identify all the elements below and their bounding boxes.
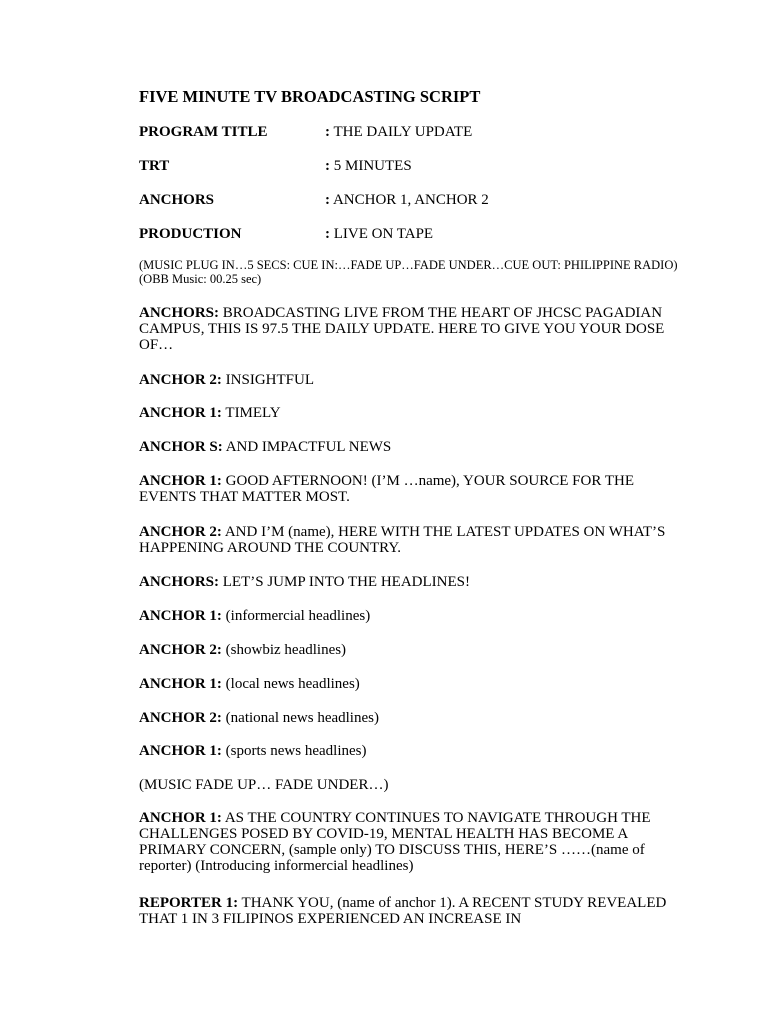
music-cue-note: (MUSIC PLUG IN…5 SECS: CUE IN:…FADE UP…FADE UNDER…CUE OUT: PHILIPPINE RADIO) (OBB Music: 00.25 sec) <box>139 258 678 286</box>
line-text: LET’S JUMP INTO THE HEADLINES! <box>219 574 470 590</box>
script-line <box>139 405 684 421</box>
script-line <box>139 608 684 624</box>
meta-value: ANCHOR 1, ANCHOR 2 <box>332 192 489 208</box>
speaker-label: ANCHOR 1: <box>139 743 222 759</box>
line-text: INSIGHTFUL <box>221 372 315 388</box>
speaker-label: REPORTER 1: <box>139 895 239 911</box>
meta-value: 5 MINUTES <box>333 158 412 174</box>
meta-label: ANCHORS <box>139 192 215 208</box>
line-text: AS THE COUNTRY CONTINUES TO NAVIGATE THROUGH THE CHALLENGES POSED BY COVID-19, MENTAL HEALTH HAS BECOME A PRIMARY CONCERN, (sample only) TO DISCUSS THIS, HERE’S ……(name of reporter) (Introducing informercial headlines) <box>139 810 651 874</box>
line-text: THANK YOU, (name of anchor 1). A RECENT STUDY REVEALED THAT 1 IN 3 FILIPINOS EXPERIENCED AN INCREASE IN <box>139 895 667 927</box>
meta-label: PRODUCTION <box>139 226 242 242</box>
line-text: (national news headlines) <box>221 710 379 726</box>
line-text: (informercial headlines) <box>221 608 371 624</box>
meta-program-title: PROGRAM TITLE : THE DAILY UPDATE <box>139 124 473 140</box>
speaker-label: ANCHOR 1: <box>139 676 222 692</box>
meta-value: LIVE ON TAPE <box>333 226 434 242</box>
meta-value: THE DAILY UPDATE <box>333 124 473 140</box>
speaker-label: ANCHOR 2: <box>139 642 222 658</box>
script-line <box>139 676 684 692</box>
speaker-label: ANCHOR 2: <box>139 524 222 540</box>
meta-label: PROGRAM TITLE <box>139 124 268 140</box>
meta-production: PRODUCTION : LIVE ON TAPE <box>139 226 434 242</box>
script-line <box>139 710 684 726</box>
line-text: GOOD AFTERNOON! (I’M …name), YOUR SOURCE FOR THE EVENTS THAT MATTER MOST. <box>139 473 634 505</box>
speaker-label: ANCHORS: <box>139 574 220 590</box>
meta-label: TRT <box>139 158 170 174</box>
line-text: TIMELY <box>221 405 281 421</box>
line-text: (sports news headlines) <box>221 743 367 759</box>
speaker-label: ANCHOR 1: <box>139 473 222 489</box>
script-line <box>139 810 684 874</box>
script-line <box>139 743 684 759</box>
script-line <box>139 439 684 455</box>
line-text: (MUSIC FADE UP… FADE UNDER…) <box>139 777 389 793</box>
script-line <box>139 524 684 556</box>
script-line <box>139 574 684 590</box>
line-text: BROADCASTING LIVE FROM THE HEART OF JHCSC PAGADIAN CAMPUS, THIS IS 97.5 THE DAILY UPDATE. HERE TO GIVE YOU YOUR DOSE OF… <box>139 305 665 353</box>
meta-trt: TRT : 5 MINUTES <box>139 158 412 174</box>
speaker-label: ANCHOR 1: <box>139 810 222 826</box>
speaker-label: ANCHOR 1: <box>139 608 222 624</box>
speaker-label: ANCHORS: <box>139 305 220 321</box>
speaker-label: ANCHOR 1: <box>139 405 222 421</box>
script-line <box>139 305 684 353</box>
line-text: AND I’M (name), HERE WITH THE LATEST UPDATES ON WHAT’S HAPPENING AROUND THE COUNTRY. <box>139 524 666 556</box>
script-line <box>139 895 684 927</box>
speaker-label: ANCHOR S: <box>139 439 223 455</box>
speaker-label: ANCHOR 2: <box>139 372 222 388</box>
line-text: AND IMPACTFUL NEWS <box>222 439 392 455</box>
stage-direction <box>139 777 684 793</box>
script-line <box>139 372 684 388</box>
script-line <box>139 473 684 505</box>
meta-anchors: ANCHORS : ANCHOR 1, ANCHOR 2 <box>139 192 489 208</box>
line-text: (showbiz headlines) <box>221 642 347 658</box>
speaker-label: ANCHOR 2: <box>139 710 222 726</box>
script-line <box>139 642 684 658</box>
document-title: FIVE MINUTE TV BROADCASTING SCRIPT <box>139 87 481 106</box>
line-text: (local news headlines) <box>221 676 360 692</box>
